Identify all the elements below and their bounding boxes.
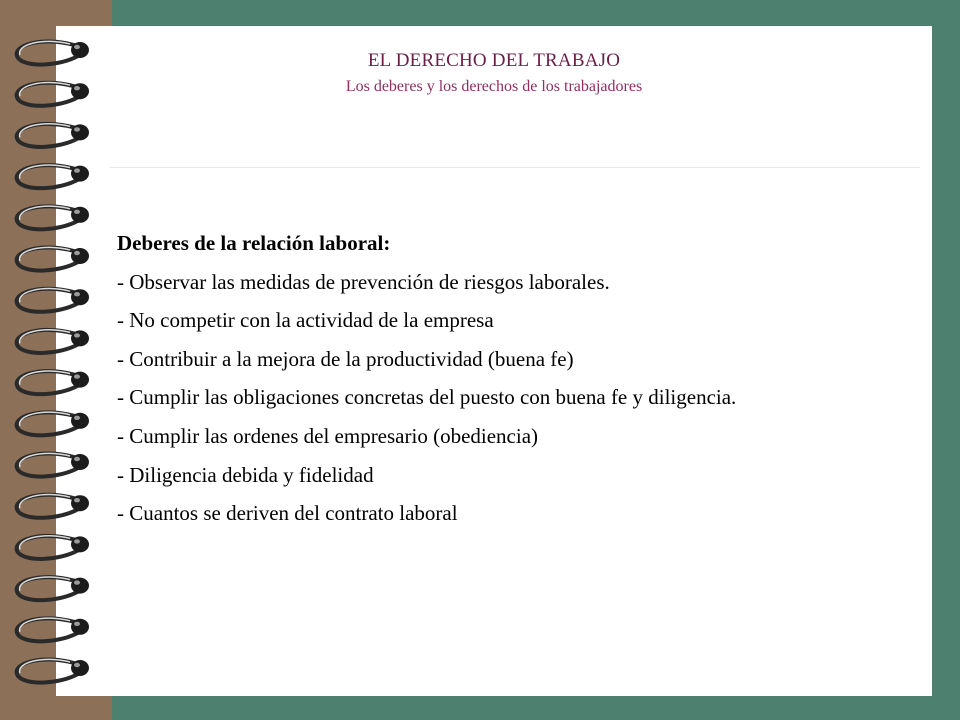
slide-title: EL DERECHO DEL TRABAJO: [367, 50, 621, 71]
spiral-ring: [17, 371, 89, 394]
spiral-ring: [17, 412, 89, 435]
header-divider: [110, 167, 920, 168]
spiral-ring: [17, 577, 89, 600]
list-item: - Cumplir las ordenes del empresario (obediencia): [117, 423, 539, 448]
section-heading: Deberes de la relación laboral:: [117, 231, 391, 255]
slide-body: [117, 224, 917, 533]
slide-subtitle: Los deberes y los derechos de los trabajadores: [345, 78, 643, 95]
list-item: - Cuantos se deriven del contrato laboral: [117, 501, 458, 526]
spiral-ring: [17, 659, 89, 682]
spiral-ring: [17, 495, 89, 518]
list-item: - Diligencia debida y fidelidad: [117, 462, 374, 487]
spiral-ring: [17, 618, 89, 641]
spiral-ring: [17, 289, 89, 312]
list-item: - Observar las medidas de prevención de riesgos laborales.: [117, 269, 610, 294]
list-item: - Cumplir las obligaciones concretas del puesto con buena fe y diligencia.: [117, 385, 737, 410]
list-item: - Contribuir a la mejora de la productividad (buena fe): [117, 346, 574, 371]
spiral-ring: [17, 330, 89, 353]
spiral-ring: [17, 247, 89, 270]
spiral-ring: [17, 165, 89, 188]
spiral-ring: [17, 124, 89, 147]
list-item: - No competir con la actividad de la empresa: [117, 308, 494, 333]
spiral-ring: [17, 206, 89, 229]
spiral-ring: [17, 536, 89, 559]
slide-header: [56, 48, 932, 96]
spiral-binding-icon: [0, 0, 120, 720]
spiral-ring: [17, 453, 89, 476]
